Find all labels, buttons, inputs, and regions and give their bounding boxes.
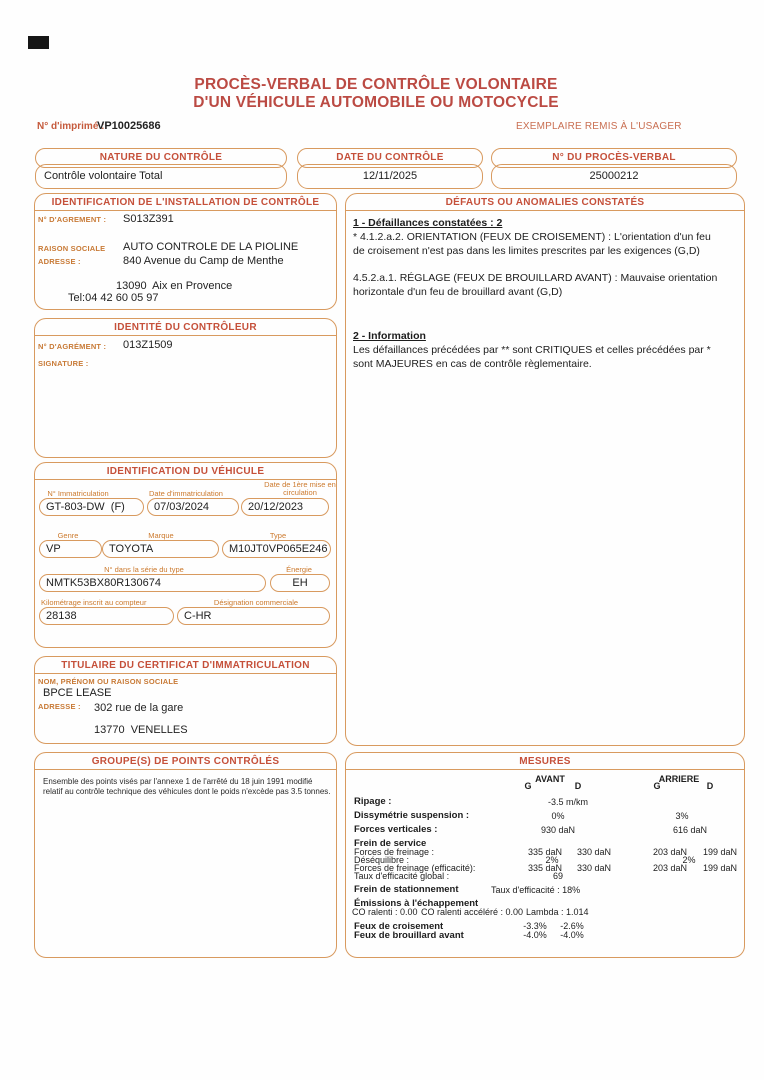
emissions-co2-value: CO ralenti accéléré : 0.00 bbox=[421, 907, 524, 917]
forces-freinage-eff-avant-g: 335 daN bbox=[527, 863, 563, 873]
information-heading: 2 - Information bbox=[353, 330, 426, 342]
kilometrage-value: 28138 bbox=[39, 607, 174, 625]
date-controle-header: DATE DU CONTRÔLE bbox=[297, 148, 483, 168]
emissions-label: Émissions à l'échappement bbox=[354, 898, 479, 909]
genre-label: Genre bbox=[57, 531, 79, 540]
forces-freinage-eff-arriere-g: 203 daN bbox=[652, 863, 688, 873]
forces-freinage-avant-d: 330 daN bbox=[576, 847, 612, 857]
defauts-section bbox=[345, 193, 745, 746]
ripage-label: Ripage : bbox=[354, 796, 392, 807]
designation-value: C-HR bbox=[177, 607, 330, 625]
serie-type-label: N° dans la série du type bbox=[104, 565, 184, 574]
proces-verbal-number-value: 25000212 bbox=[491, 164, 737, 189]
forces-freinage-eff-arriere-d: 199 daN bbox=[702, 863, 738, 873]
frein-stationnement-value: Taux d'efficacité : 18% bbox=[491, 885, 581, 895]
groupes-text: Ensemble des points visés par l'annexe 1 de l'arrêté du 18 juin 1991 modifié relatif au contrôle technique des véhicules dont le poids n'excède pas 3.5 tonnes. bbox=[43, 777, 331, 796]
mesures-arriere-d-header: D bbox=[706, 781, 714, 791]
print-number-label: N° d'imprimé : bbox=[37, 121, 105, 132]
date-immatriculation-value: 07/03/2024 bbox=[147, 498, 239, 516]
date-circulation-value: 20/12/2023 bbox=[241, 498, 329, 516]
installation-adresse-line2: 13090 Aix en Provence bbox=[116, 280, 233, 292]
dissymetrie-arriere-value: 3% bbox=[675, 811, 689, 821]
emissions-co1-value: CO ralenti : 0.00 bbox=[352, 907, 418, 917]
title-line-1: PROCÈS-VERBAL DE CONTRÔLE VOLONTAIRE bbox=[194, 76, 558, 93]
feux-croisement-d-value: -2.6% bbox=[560, 921, 584, 931]
marque-label: Marque bbox=[148, 531, 174, 540]
forces-freinage-arriere-g: 203 daN bbox=[652, 847, 688, 857]
type-label: Type bbox=[269, 531, 287, 540]
kilometrage-label: Kilométrage inscrit au compteur bbox=[41, 598, 147, 607]
desequilibre-avant-value: 2% bbox=[545, 855, 559, 865]
print-number-value: VP10025686 bbox=[97, 120, 161, 132]
forces-verticales-arriere-value: 616 daN bbox=[672, 825, 708, 835]
immatriculation-value: GT-803-DW (F) bbox=[39, 498, 144, 516]
frein-service-label: Frein de service bbox=[354, 838, 427, 849]
forces-freinage-eff-avant-d: 330 daN bbox=[576, 863, 612, 873]
feux-brouillard-g-value: -4.0% bbox=[523, 930, 547, 940]
titulaire-nom-label: NOM, PRÉNOM OU RAISON SOCIALE bbox=[38, 677, 179, 686]
emissions-lambda-value: Lambda : 1.014 bbox=[526, 907, 589, 917]
groupes-section bbox=[34, 752, 337, 958]
forces-freinage-eff-label: Forces de freinage (efficacité): bbox=[354, 863, 476, 873]
mesures-avant-g-header: G bbox=[524, 781, 532, 791]
controleur-agrement-label: N° D'AGRÉMENT : bbox=[38, 342, 107, 351]
type-value: M10JT0VP065E246 bbox=[222, 540, 331, 558]
controleur-section bbox=[34, 318, 337, 458]
genre-value: VP bbox=[39, 540, 102, 558]
serie-type-value: NMTK53BX80R130674 bbox=[39, 574, 266, 592]
titulaire-nom-value: BPCE LEASE bbox=[43, 687, 112, 699]
defect-item-1: * 4.1.2.a.2. ORIENTATION (FEUX DE CROISEMENT) : L'orientation d'un feu de croisement n'est pas dans les limites prescrites par les exigences (G,D) bbox=[353, 231, 711, 257]
titulaire-adresse-line2: 13770 VENELLES bbox=[94, 724, 188, 736]
taux-global-value: 69 bbox=[552, 871, 564, 881]
mesures-arriere-g-header: G bbox=[653, 781, 661, 791]
mesures-avant-header: AVANT bbox=[535, 774, 565, 784]
titulaire-adresse-line1: 302 rue de la gare bbox=[94, 702, 184, 714]
title-line-2: D'UN VÉHICULE AUTOMOBILE OU MOTOCYCLE bbox=[193, 94, 559, 111]
nature-controle-header: NATURE DU CONTRÔLE bbox=[35, 148, 287, 168]
installation-raison-value: AUTO CONTROLE DE LA PIOLINE bbox=[123, 241, 299, 253]
titulaire-adresse-label: ADRESSE : bbox=[38, 702, 81, 711]
mesures-arriere-header: ARRIERE bbox=[658, 774, 700, 784]
energie-label: Énergie bbox=[286, 565, 312, 574]
energie-value: EH bbox=[270, 574, 330, 592]
document-title bbox=[0, 76, 752, 112]
marque-value: TOYOTA bbox=[102, 540, 219, 558]
installation-adresse-label: ADRESSE : bbox=[38, 257, 81, 266]
defauts-section-title: DÉFAUTS OU ANOMALIES CONSTATÉS bbox=[346, 194, 744, 211]
vehicule-section bbox=[34, 462, 337, 648]
installation-section-title: IDENTIFICATION DE L'INSTALLATION DE CONTRÔLE bbox=[35, 194, 336, 211]
forces-verticales-label: Forces verticales : bbox=[354, 824, 438, 835]
information-text: Les défaillances précédées par ** sont CRITIQUES et celles précédées par * sont MAJEURES en cas de contrôle règlementaire. bbox=[353, 344, 711, 370]
installation-tel-value: Tel:04 42 60 05 97 bbox=[68, 292, 159, 304]
nature-controle-value: Contrôle volontaire Total bbox=[35, 164, 287, 189]
feux-brouillard-d-value: -4.0% bbox=[560, 930, 584, 940]
defaillances-heading: 1 - Défaillances constatées : 2 bbox=[353, 217, 503, 229]
dissymetrie-label: Dissymétrie suspension : bbox=[354, 810, 470, 821]
desequilibre-label: Déséquilibre : bbox=[354, 855, 410, 865]
vehicule-section-title: IDENTIFICATION DU VÉHICULE bbox=[35, 463, 336, 480]
installation-adresse-line1: 840 Avenue du Camp de Menthe bbox=[123, 255, 284, 267]
desequilibre-arriere-value: 2% bbox=[682, 855, 696, 865]
controleur-signature-label: SIGNATURE : bbox=[38, 359, 89, 368]
feux-croisement-g-value: -3.3% bbox=[523, 921, 547, 931]
immatriculation-label: N° Immatriculation bbox=[47, 489, 109, 498]
controleur-section-title: IDENTITÉ DU CONTRÔLEUR bbox=[35, 319, 336, 336]
feux-brouillard-label: Feux de brouillard avant bbox=[354, 930, 464, 941]
date-immatriculation-label: Date d'immatriculation bbox=[149, 489, 223, 498]
forces-verticales-avant-value: 930 daN bbox=[540, 825, 576, 835]
scan-artifact-mark bbox=[28, 36, 49, 49]
forces-freinage-avant-g: 335 daN bbox=[527, 847, 563, 857]
copy-recipient-label: EXEMPLAIRE REMIS À L'USAGER bbox=[516, 121, 682, 132]
ripage-value: -3.5 m/km bbox=[547, 797, 589, 807]
groupes-section-title: GROUPE(S) DE POINTS CONTRÔLÉS bbox=[35, 753, 336, 770]
mesures-section-title: MESURES bbox=[346, 753, 744, 770]
mesures-avant-d-header: D bbox=[574, 781, 582, 791]
date-controle-value: 12/11/2025 bbox=[297, 164, 483, 189]
dissymetrie-avant-value: 0% bbox=[551, 811, 565, 821]
taux-global-label: Taux d'efficacité global : bbox=[354, 871, 450, 881]
mesures-section bbox=[345, 752, 745, 958]
frein-stationnement-label: Frein de stationnement bbox=[354, 884, 459, 895]
installation-agrement-value: S013Z391 bbox=[123, 213, 174, 225]
defect-item-2: 4.5.2.a.1. RÉGLAGE (FEUX DE BROUILLARD AVANT) : Mauvaise orientation horizontale d'un feu de brouillard avant (G,D) bbox=[353, 272, 718, 298]
date-circulation-label: Date de 1ère mise en circulation bbox=[264, 480, 336, 497]
feux-croisement-label: Feux de croisement bbox=[354, 921, 444, 932]
installation-raison-label: RAISON SOCIALE bbox=[38, 244, 106, 253]
installation-agrement-label: N° D'AGREMENT : bbox=[38, 215, 107, 224]
titulaire-section-title: TITULAIRE DU CERTIFICAT D'IMMATRICULATION bbox=[35, 657, 336, 674]
designation-label: Désignation commerciale bbox=[213, 598, 299, 607]
forces-freinage-arriere-d: 199 daN bbox=[702, 847, 738, 857]
forces-freinage-label: Forces de freinage : bbox=[354, 847, 435, 857]
installation-section bbox=[34, 193, 337, 310]
proces-verbal-number-header: N° DU PROCÈS-VERBAL bbox=[491, 148, 737, 168]
titulaire-section bbox=[34, 656, 337, 744]
controleur-agrement-value: 013Z1509 bbox=[123, 339, 173, 351]
